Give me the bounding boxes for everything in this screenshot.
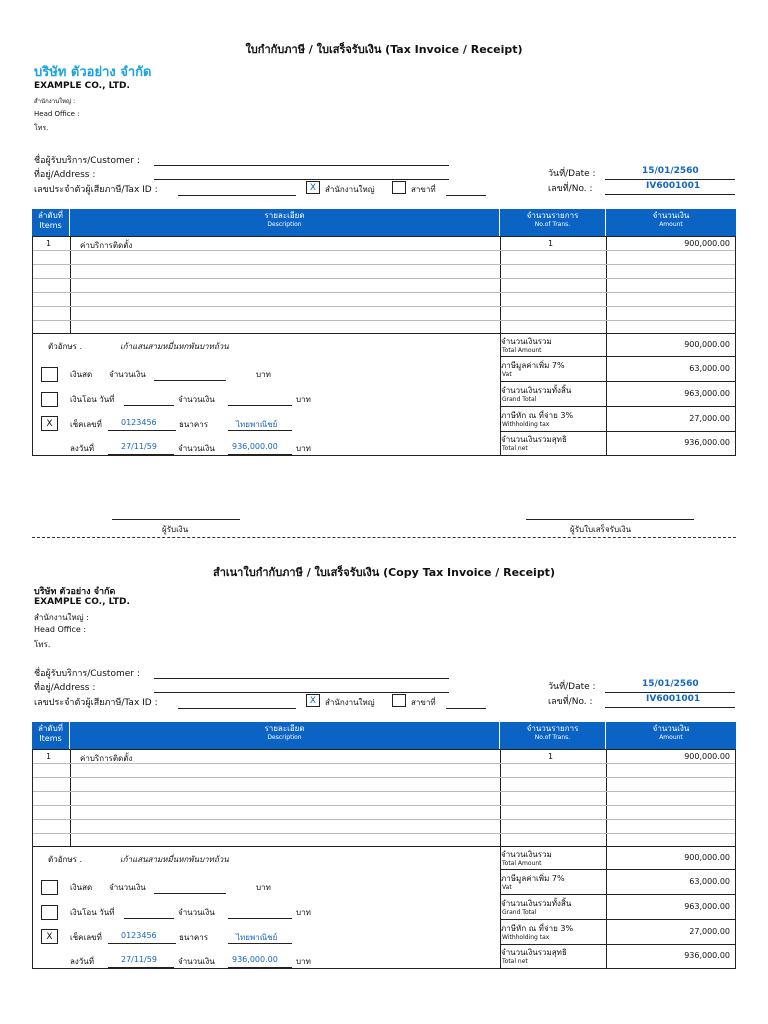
copy-cheque-date: 27/11/59 bbox=[121, 955, 157, 964]
cash-amount-field[interactable] bbox=[154, 380, 226, 381]
signature-label-left: ผู้รับเงิน bbox=[162, 525, 189, 534]
hq-address-label: สำนักงานใหญ่ : bbox=[34, 98, 76, 105]
copy-row-divider bbox=[33, 805, 735, 806]
col-trans-header bbox=[500, 209, 606, 236]
copy-cash-baht: บาท bbox=[256, 883, 271, 892]
words-value: เก้าแสนสามหมื่นหกพันบาทถ้วน bbox=[120, 342, 229, 351]
col-items-th: ลำดับที่ bbox=[38, 211, 63, 220]
hq-checkbox-label: สำนักงานใหญ่ bbox=[325, 185, 375, 194]
copy-vat-label-th: ภาษีมูลค่าเพิ่ม 7% bbox=[501, 874, 565, 883]
copy-invoice-no-value: IV6001001 bbox=[646, 694, 701, 704]
summary-divider bbox=[500, 381, 736, 382]
col-items-en: Items bbox=[39, 221, 62, 230]
hq-checkbox[interactable]: X bbox=[306, 181, 320, 194]
copy-transfer-amount-field[interactable] bbox=[228, 918, 292, 919]
copy-total-label-en: Total Amount bbox=[502, 860, 542, 867]
copy-transfer-label: เงินโอน วันที่ bbox=[70, 908, 115, 917]
copy-row-divider bbox=[33, 819, 735, 820]
copy-taxid-label: เลขประจำตัวผู้เสียภาษี/Tax ID : bbox=[34, 698, 158, 708]
total-label-en: Total Amount bbox=[502, 347, 542, 354]
grand-value: 963,000.00 bbox=[684, 389, 730, 398]
row-divider bbox=[33, 250, 735, 251]
copy-grand-label-en: Grand Total bbox=[502, 909, 537, 916]
customer-label: ชื่อผู้รับบริการ/Customer : bbox=[34, 156, 140, 166]
copy-head-office-label: Head Office : bbox=[34, 625, 87, 634]
bank-underline bbox=[228, 430, 292, 431]
copy-summary-divider bbox=[500, 869, 736, 870]
invoice-title: ใบกำกับภาษี / ใบเสร็จรับเงิน (Tax Invoice / Receipt) bbox=[245, 43, 523, 56]
invoice-no-label: เลขที่/No. : bbox=[548, 184, 593, 194]
col-amount-header bbox=[606, 209, 736, 236]
signature-label-right: ผู้รับใบเสร็จรับเงิน bbox=[570, 525, 632, 534]
invoice-no-value: IV6001001 bbox=[646, 181, 701, 191]
copy-bank-label: ธนาคาร bbox=[179, 933, 208, 942]
grand-label-th: จำนวนเงินรวมทั้งสิ้น bbox=[501, 386, 572, 395]
copy-invoice-title: สำเนาใบกำกับภาษี / ใบเสร็จรับเงิน (Copy Tax Invoice / Receipt) bbox=[213, 566, 555, 579]
taxid-label: เลขประจำตัวผู้เสียภาษี/Tax ID : bbox=[34, 185, 158, 195]
copy-address-field[interactable] bbox=[154, 692, 449, 693]
cheque-no-underline bbox=[108, 430, 176, 431]
taxid-field[interactable] bbox=[178, 195, 296, 196]
copy-transfer-date-field[interactable] bbox=[124, 918, 174, 919]
net-value: 936,000.00 bbox=[684, 438, 730, 447]
copy-customer-field[interactable] bbox=[154, 678, 449, 679]
wht-label-en: Withholding tax bbox=[502, 421, 550, 428]
total-value: 900,000.00 bbox=[684, 340, 730, 349]
cash-checkbox[interactable] bbox=[41, 367, 58, 382]
no-underline bbox=[605, 194, 735, 195]
copy-address-label: ที่อยู่/Address : bbox=[34, 683, 96, 693]
copy-row-divider bbox=[33, 846, 735, 847]
company-name-en: EXAMPLE CO., LTD. bbox=[34, 81, 130, 91]
copy-row-divider bbox=[33, 833, 735, 834]
copy-col-amount-header bbox=[606, 722, 736, 749]
copy-net-value: 936,000.00 bbox=[684, 951, 730, 960]
copy-row1-desc: ค่าบริการติดตั้ง bbox=[80, 754, 133, 763]
net-label-en: Total net bbox=[502, 445, 528, 452]
copy-cheque-no: 0123456 bbox=[121, 931, 157, 940]
col-items-header bbox=[32, 209, 70, 236]
copy-vat-label-en: Vat bbox=[502, 884, 512, 891]
col-divider bbox=[606, 236, 607, 456]
words-label: ตัวอักษร . bbox=[48, 342, 82, 351]
branch-label: สาขาที่ bbox=[411, 185, 436, 194]
copy-col-items-en: Items bbox=[39, 734, 62, 743]
row-divider bbox=[33, 278, 735, 279]
row-divider bbox=[33, 320, 735, 321]
copy-grand-label-th: จำนวนเงินรวมทั้งสิ้น bbox=[501, 899, 572, 908]
date-value: 15/01/2560 bbox=[642, 166, 699, 176]
transfer-baht: บาท bbox=[296, 395, 311, 404]
cheque-checkbox[interactable]: X bbox=[41, 416, 58, 431]
copy-vat-value: 63,000.00 bbox=[689, 877, 730, 886]
copy-branch-field[interactable] bbox=[446, 708, 486, 709]
copy-col-desc-header bbox=[70, 722, 500, 749]
copy-words-label: ตัวอักษร . bbox=[48, 855, 82, 864]
copy-summary-divider bbox=[500, 894, 736, 895]
branch-field[interactable] bbox=[446, 195, 486, 196]
row-divider bbox=[33, 306, 735, 307]
copy-row1-amount: 900,000.00 bbox=[684, 752, 730, 761]
col-desc-en: Description bbox=[267, 221, 302, 228]
copy-wht-label-th: ภาษีหัก ณ ที่จ่าย 3% bbox=[501, 924, 574, 933]
cash-baht: บาท bbox=[256, 370, 271, 379]
copy-cheque-amount: 936,000.00 bbox=[232, 955, 278, 964]
copy-summary-divider bbox=[500, 919, 736, 920]
cut-line bbox=[32, 537, 736, 538]
copy-row-divider bbox=[33, 777, 735, 778]
copy-transfer-checkbox[interactable] bbox=[41, 905, 58, 920]
vat-label-th: ภาษีมูลค่าเพิ่ม 7% bbox=[501, 361, 565, 370]
copy-date-label: วันที่/Date : bbox=[548, 682, 596, 692]
copy-col-divider bbox=[606, 749, 607, 969]
row-divider bbox=[33, 333, 735, 334]
copy-words-value: เก้าแสนสามหมื่นหกพันบาทถ้วน bbox=[120, 855, 229, 864]
copy-hq-address-label: สำนักงานใหญ่ : bbox=[34, 613, 89, 622]
copy-wht-value: 27,000.00 bbox=[689, 927, 730, 936]
row1-amount: 900,000.00 bbox=[684, 239, 730, 248]
cheque-date-underline bbox=[108, 454, 174, 455]
customer-field[interactable] bbox=[154, 165, 449, 166]
copy-col-desc-en: Description bbox=[267, 734, 302, 741]
row1-desc: ค่าบริการติดตั้ง bbox=[80, 241, 133, 250]
copy-row1-trans: 1 bbox=[548, 752, 554, 761]
copy-cash-amount-label: จำนวนเงิน bbox=[109, 883, 146, 892]
copy-no-underline bbox=[605, 707, 735, 708]
copy-grand-value: 963,000.00 bbox=[684, 902, 730, 911]
cheque-amount-label: จำนวนเงิน bbox=[178, 444, 215, 453]
transfer-checkbox[interactable] bbox=[41, 392, 58, 407]
cheque-amount: 936,000.00 bbox=[232, 442, 278, 451]
copy-invoice-no-label: เลขที่/No. : bbox=[548, 697, 593, 707]
row1-trans: 1 bbox=[548, 239, 554, 248]
copy-col-desc-th: รายละเอียด bbox=[264, 724, 305, 733]
copy-summary-divider bbox=[500, 944, 736, 945]
copy-col-amount-th: จำนวนเงิน bbox=[652, 724, 690, 733]
head-office-label: Head Office : bbox=[34, 110, 80, 118]
copy-col-amount-en: Amount bbox=[659, 734, 683, 741]
cheque-date: 27/11/59 bbox=[121, 442, 157, 451]
copy-cheque-date-label: ลงวันที่ bbox=[70, 957, 95, 966]
copy-net-label-th: จำนวนเงินรวมสุทธิ bbox=[501, 948, 567, 957]
copy-cash-label: เงินสด bbox=[70, 883, 93, 892]
cheque-no: 0123456 bbox=[121, 418, 157, 427]
copy-total-label-th: จำนวนเงินรวม bbox=[501, 850, 552, 859]
bank-label: ธนาคาร bbox=[179, 420, 208, 429]
copy-company-name-en: EXAMPLE CO., LTD. bbox=[34, 597, 130, 607]
cheque-amount-underline bbox=[228, 454, 292, 455]
transfer-amount-field[interactable] bbox=[228, 405, 292, 406]
net-label-th: จำนวนเงินรวมสุทธิ bbox=[501, 435, 567, 444]
copy-bank-underline bbox=[228, 943, 292, 944]
copy-cheque-amount-underline bbox=[228, 967, 292, 968]
summary-divider bbox=[500, 406, 736, 407]
col-amount-th: จำนวนเงิน bbox=[652, 211, 690, 220]
wht-label-th: ภาษีหัก ณ ที่จ่าย 3% bbox=[501, 411, 574, 420]
copy-wht-label-en: Withholding tax bbox=[502, 934, 550, 941]
copy-date-value: 15/01/2560 bbox=[642, 679, 699, 689]
copy-branch-checkbox[interactable] bbox=[392, 694, 406, 707]
vat-label-en: Vat bbox=[502, 371, 512, 378]
col-trans-en: No.of Trans. bbox=[534, 221, 571, 228]
copy-total-value: 900,000.00 bbox=[684, 853, 730, 862]
phone-label: โทร. bbox=[34, 124, 49, 132]
cheque-date-label: ลงวันที่ bbox=[70, 444, 95, 453]
copy-customer-label: ชื่อผู้รับบริการ/Customer : bbox=[34, 669, 140, 679]
wht-value: 27,000.00 bbox=[689, 414, 730, 423]
copy-col-items-header bbox=[32, 722, 70, 749]
date-label: วันที่/Date : bbox=[548, 169, 596, 179]
row-divider bbox=[33, 264, 735, 265]
signature-line-right[interactable] bbox=[526, 519, 694, 520]
copy-company-name-th: บริษัท ตัวอย่าง จำกัด bbox=[34, 587, 116, 597]
copy-col-items-th: ลำดับที่ bbox=[38, 724, 63, 733]
cash-amount-label: จำนวนเงิน bbox=[109, 370, 146, 379]
summary-divider bbox=[500, 431, 736, 432]
copy-col-trans-th: จำนวนรายการ bbox=[526, 724, 579, 733]
copy-net-label-en: Total net bbox=[502, 958, 528, 965]
copy-cheque-no-underline bbox=[108, 943, 176, 944]
copy-cheque-label: เช็คเลขที่ bbox=[70, 933, 102, 942]
transfer-date-field[interactable] bbox=[124, 405, 174, 406]
copy-cheque-date-underline bbox=[108, 967, 174, 968]
total-label-th: จำนวนเงินรวม bbox=[501, 337, 552, 346]
branch-checkbox[interactable] bbox=[392, 181, 406, 194]
col-desc-th: รายละเอียด bbox=[264, 211, 305, 220]
col-amount-en: Amount bbox=[659, 221, 683, 228]
copy-date-underline bbox=[605, 692, 735, 693]
bank-value: ไทยพาณิชย์ bbox=[236, 420, 278, 429]
copy-cash-amount-field[interactable] bbox=[154, 893, 226, 894]
copy-row-divider bbox=[33, 763, 735, 764]
copy-cheque-amount-label: จำนวนเงิน bbox=[178, 957, 215, 966]
signature-line-left[interactable] bbox=[112, 519, 240, 520]
copy-bank-value: ไทยพาณิชย์ bbox=[236, 933, 278, 942]
address-label: ที่อยู่/Address : bbox=[34, 170, 96, 180]
copy-cheque-baht: บาท bbox=[296, 957, 311, 966]
copy-row-divider bbox=[33, 791, 735, 792]
copy-cheque-checkbox[interactable]: X bbox=[41, 929, 58, 944]
row-divider bbox=[33, 292, 735, 293]
copy-phone-label: โทร. bbox=[34, 640, 51, 649]
copy-col-trans-en: No.of Trans. bbox=[534, 734, 571, 741]
copy-row1-item: 1 bbox=[46, 752, 52, 761]
cheque-baht: บาท bbox=[296, 444, 311, 453]
date-underline bbox=[605, 179, 735, 180]
copy-hq-checkbox[interactable]: X bbox=[306, 694, 320, 707]
copy-branch-label: สาขาที่ bbox=[411, 698, 436, 707]
copy-col-trans-header bbox=[500, 722, 606, 749]
copy-taxid-field[interactable] bbox=[178, 708, 296, 709]
copy-transfer-amount-label: จำนวนเงิน bbox=[178, 908, 215, 917]
summary-divider bbox=[500, 356, 736, 357]
copy-transfer-baht: บาท bbox=[296, 908, 311, 917]
row1-item: 1 bbox=[46, 239, 52, 248]
col-desc-header bbox=[70, 209, 500, 236]
vat-value: 63,000.00 bbox=[689, 364, 730, 373]
transfer-label: เงินโอน วันที่ bbox=[70, 395, 115, 404]
company-name-th: บริษัท ตัวอย่าง จำกัด bbox=[34, 65, 152, 80]
transfer-amount-label: จำนวนเงิน bbox=[178, 395, 215, 404]
grand-label-en: Grand Total bbox=[502, 396, 537, 403]
cash-label: เงินสด bbox=[70, 370, 93, 379]
address-field[interactable] bbox=[154, 179, 449, 180]
copy-cash-checkbox[interactable] bbox=[41, 880, 58, 895]
cheque-label: เช็คเลขที่ bbox=[70, 420, 102, 429]
copy-hq-checkbox-label: สำนักงานใหญ่ bbox=[325, 698, 375, 707]
col-trans-th: จำนวนรายการ bbox=[526, 211, 579, 220]
